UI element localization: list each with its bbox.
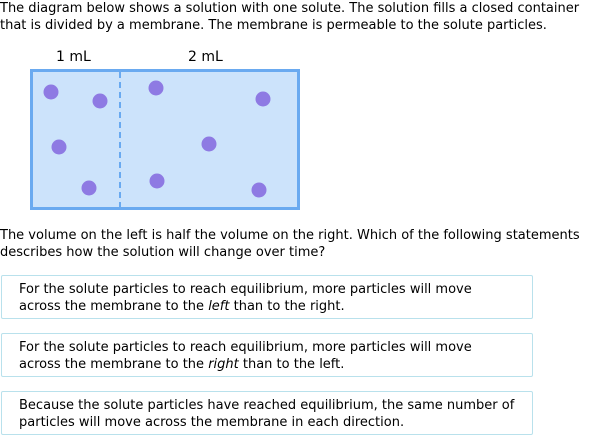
right-volume-label: 2 mL [188, 49, 223, 65]
particle [256, 92, 271, 107]
intro-text: The diagram below shows a solution with one solute. The solution fills a closed container that is divided by a membrane. The membrane is permeable to the solute particles. [0, 1, 580, 33]
particle [52, 140, 67, 155]
particle [252, 183, 267, 198]
particle [44, 85, 59, 100]
choice-text: For the solute particles to reach equilibrium, more particles will move across the membrane to the [19, 340, 472, 372]
choice-text: Because the solute particles have reached equilibrium, the same number of particles will move across the membrane in each direction. [19, 398, 515, 430]
choice-emphasis: left [208, 299, 230, 314]
left-volume-label: 1 mL [56, 49, 91, 65]
answer-choice-left[interactable] [1, 275, 533, 319]
choice-text-end: than to the left. [238, 357, 345, 372]
particle [150, 174, 165, 189]
answer-choice-equilibrium[interactable] [1, 391, 533, 435]
choice-text-end: than to the right. [229, 299, 345, 314]
particle [82, 181, 97, 196]
answer-choice-right[interactable] [1, 333, 533, 377]
container-diagram [30, 69, 300, 210]
choice-emphasis: right [208, 357, 239, 372]
particle [202, 137, 217, 152]
choice-text: For the solute particles to reach equilibrium, more particles will move across the membrane to the [19, 282, 472, 314]
question-text: The volume on the left is half the volume on the right. Which of the following statements describes how the solution will change over time? [0, 228, 580, 260]
particle [93, 94, 108, 109]
particle [149, 81, 164, 96]
